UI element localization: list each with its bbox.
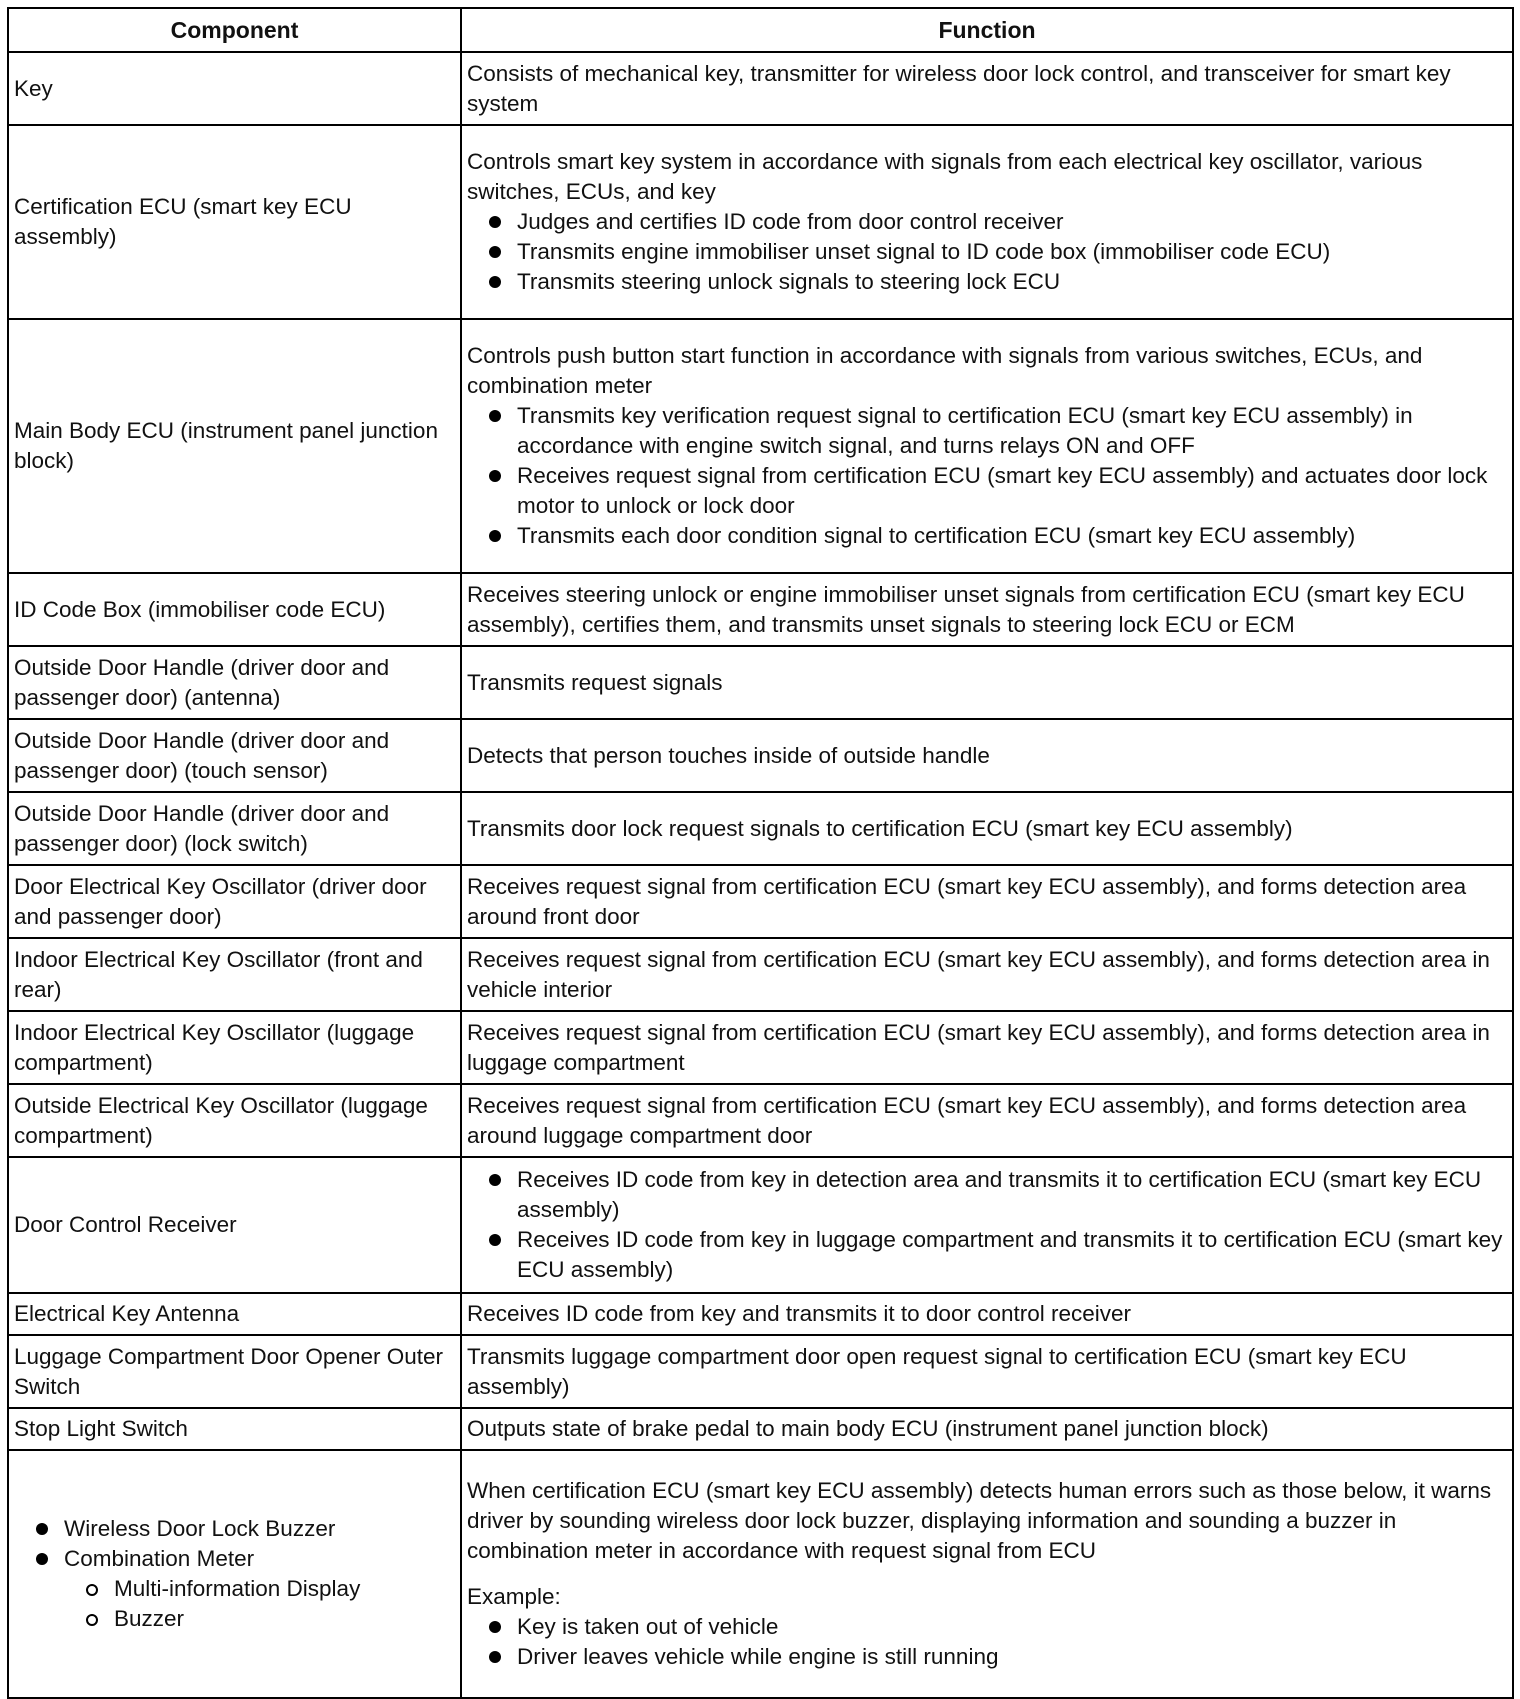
component-sub-list xyxy=(64,1574,454,1634)
table-row xyxy=(8,1335,1513,1408)
component-cell: Main Body ECU (instrument panel junction block) xyxy=(8,319,461,573)
list-item: Transmits engine immobiliser unset signal to ID code box (immobiliser code ECU) xyxy=(487,237,1506,267)
function-cell xyxy=(461,938,1513,1011)
function-cell xyxy=(461,1408,1513,1450)
function-text: Receives request signal from certification ECU (smart key ECU assembly), and forms detection area around front door xyxy=(467,873,1467,929)
function-text: When certification ECU (smart key ECU assembly) detects human errors such as those below, it warns driver by sounding wireless door lock buzzer, displaying information and sounding a buzzer in combination meter in accordance with request signal from ECU xyxy=(467,1478,1492,1563)
component-function-table xyxy=(7,7,1514,1699)
column-header-component: Component xyxy=(8,8,461,52)
function-cell xyxy=(461,1293,1513,1335)
example-label: Example: xyxy=(467,1584,561,1609)
component-cell: Door Control Receiver xyxy=(8,1157,461,1293)
component-cell: Outside Door Handle (driver door and passenger door) (lock switch) xyxy=(8,792,461,865)
function-bullet-list xyxy=(467,401,1506,551)
component-cell: Door Electrical Key Oscillator (driver door and passenger door) xyxy=(8,865,461,938)
table-row xyxy=(8,1450,1513,1698)
list-item: Multi-information Display xyxy=(84,1574,454,1604)
function-text: Controls smart key system in accordance with signals from each electrical key oscillator, various switches, ECUs, and key xyxy=(467,149,1423,204)
function-cell xyxy=(461,1335,1513,1408)
function-text: Receives ID code from key and transmits it to door control receiver xyxy=(467,1301,1132,1326)
function-text: Receives request signal from certification ECU (smart key ECU assembly), and forms detection area in vehicle interior xyxy=(467,946,1490,1002)
component-cell: Key xyxy=(8,52,461,125)
function-cell xyxy=(461,792,1513,865)
table-row xyxy=(8,125,1513,319)
list-item: Receives request signal from certification ECU (smart key ECU assembly) and actuates door lock motor to unlock or lock door xyxy=(487,461,1506,521)
function-cell xyxy=(461,1011,1513,1084)
function-cell xyxy=(461,1084,1513,1157)
component-cell: Luggage Compartment Door Opener Outer Switch xyxy=(8,1335,461,1408)
table-row xyxy=(8,1011,1513,1084)
function-cell xyxy=(461,52,1513,125)
function-text: Receives request signal from certification ECU (smart key ECU assembly), and forms detection area around luggage compartment door xyxy=(467,1092,1467,1148)
list-item: Receives ID code from key in luggage compartment and transmits it to certification ECU (smart key ECU assembly) xyxy=(487,1225,1506,1285)
function-cell xyxy=(461,865,1513,938)
list-item-label: Combination Meter xyxy=(64,1546,255,1571)
component-cell: Outside Door Handle (driver door and passenger door) (antenna) xyxy=(8,646,461,719)
list-item: Key is taken out of vehicle xyxy=(487,1612,1506,1642)
function-cell xyxy=(461,1157,1513,1293)
function-bullet-list xyxy=(467,1165,1506,1285)
component-bullet-list xyxy=(14,1514,454,1634)
function-bullet-list xyxy=(467,207,1506,297)
component-cell: Electrical Key Antenna xyxy=(8,1293,461,1335)
function-text: Receives request signal from certification ECU (smart key ECU assembly), and forms detection area in luggage compartment xyxy=(467,1019,1490,1075)
function-text: Outputs state of brake pedal to main body ECU (instrument panel junction block) xyxy=(467,1416,1269,1441)
list-item: Transmits key verification request signal to certification ECU (smart key ECU assembly) in accordance with engine switch signal, and turns relays ON and OFF xyxy=(487,401,1506,461)
function-text: Detects that person touches inside of outside handle xyxy=(467,742,990,768)
list-item: Transmits steering unlock signals to steering lock ECU xyxy=(487,267,1506,297)
table-row xyxy=(8,52,1513,125)
function-cell xyxy=(461,319,1513,573)
function-text: Controls push button start function in accordance with signals from various switches, ECUs, and combination meter xyxy=(467,343,1423,398)
column-header-function: Function xyxy=(461,8,1513,52)
list-item: Buzzer xyxy=(84,1604,454,1634)
table-row xyxy=(8,865,1513,938)
function-bullet-list xyxy=(467,1612,1506,1672)
table-row xyxy=(8,1157,1513,1293)
list-item: Receives ID code from key in detection area and transmits it to certification ECU (smart key ECU assembly) xyxy=(487,1165,1506,1225)
list-item: Driver leaves vehicle while engine is still running xyxy=(487,1642,1506,1672)
component-cell: Certification ECU (smart key ECU assembly) xyxy=(8,125,461,319)
list-item: Transmits each door condition signal to certification ECU (smart key ECU assembly) xyxy=(487,521,1506,551)
table-row xyxy=(8,646,1513,719)
function-text: Transmits door lock request signals to certification ECU (smart key ECU assembly) xyxy=(467,815,1293,841)
function-text: Transmits request signals xyxy=(467,669,723,695)
table-row xyxy=(8,1293,1513,1335)
table-row xyxy=(8,938,1513,1011)
component-cell: Stop Light Switch xyxy=(8,1408,461,1450)
table-row xyxy=(8,1084,1513,1157)
function-text: Transmits luggage compartment door open request signal to certification ECU (smart key ECU assembly) xyxy=(467,1343,1407,1399)
function-cell xyxy=(461,1450,1513,1698)
list-item: Judges and certifies ID code from door control receiver xyxy=(487,207,1506,237)
function-text: Receives steering unlock or engine immobiliser unset signals from certification ECU (smart key ECU assembly), certifies them, and transmits unset signals to steering lock ECU or ECM xyxy=(467,581,1465,637)
table-row xyxy=(8,719,1513,792)
table-row xyxy=(8,319,1513,573)
component-cell: Outside Door Handle (driver door and passenger door) (touch sensor) xyxy=(8,719,461,792)
table-row xyxy=(8,573,1513,646)
component-cell: Indoor Electrical Key Oscillator (front and rear) xyxy=(8,938,461,1011)
component-cell: Outside Electrical Key Oscillator (luggage compartment) xyxy=(8,1084,461,1157)
function-text: Consists of mechanical key, transmitter for wireless door lock control, and transceiver for smart key system xyxy=(467,60,1451,116)
function-cell xyxy=(461,573,1513,646)
table-header-row xyxy=(8,8,1513,52)
list-item: Wireless Door Lock Buzzer xyxy=(34,1514,454,1544)
function-cell xyxy=(461,125,1513,319)
table-row xyxy=(8,1408,1513,1450)
function-cell xyxy=(461,646,1513,719)
component-cell: ID Code Box (immobiliser code ECU) xyxy=(8,573,461,646)
component-cell xyxy=(8,1450,461,1698)
component-cell: Indoor Electrical Key Oscillator (luggage compartment) xyxy=(8,1011,461,1084)
function-cell xyxy=(461,719,1513,792)
table-row xyxy=(8,792,1513,865)
list-item xyxy=(34,1544,454,1634)
